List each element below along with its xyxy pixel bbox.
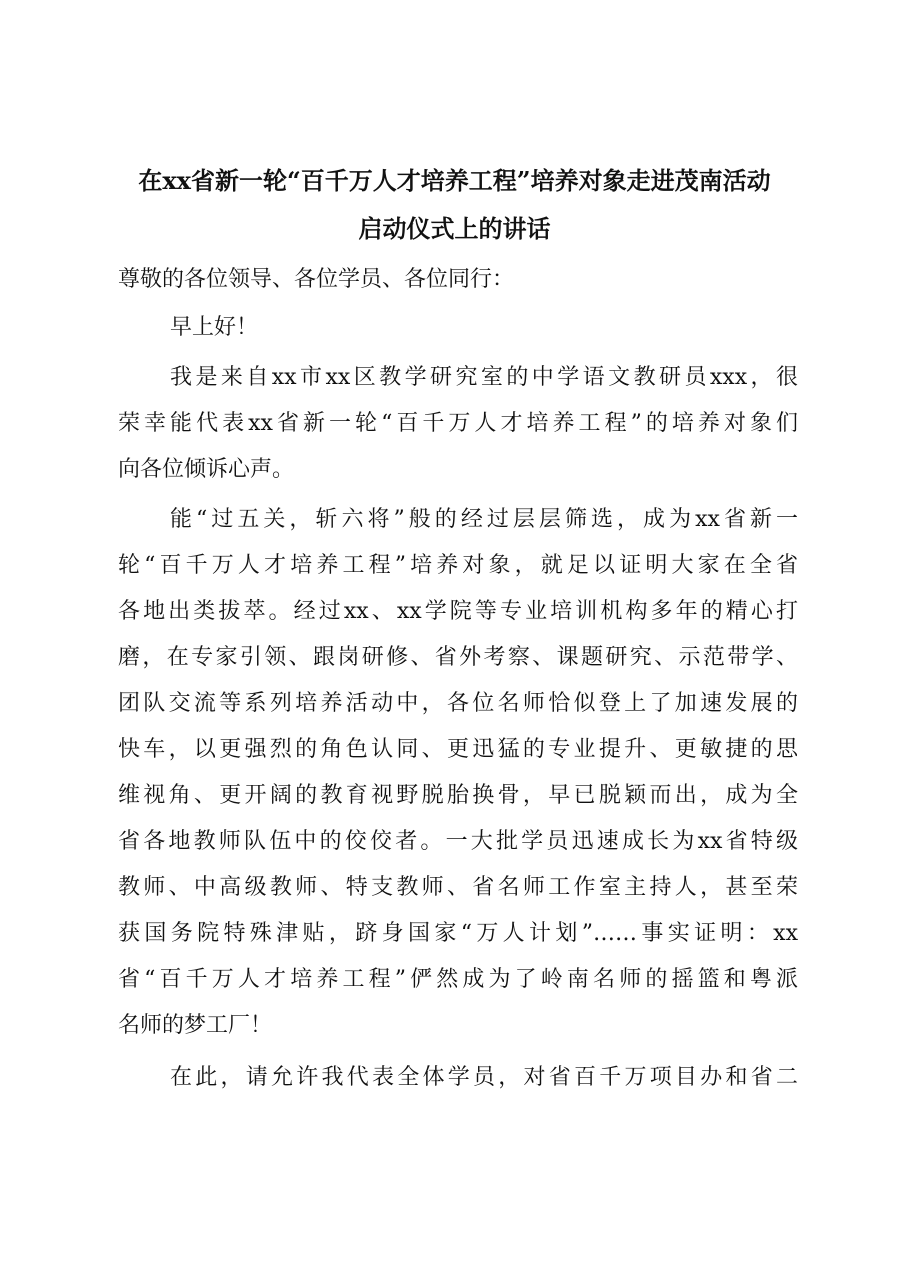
document-title-line-2: 启动仪式上的讲话	[358, 214, 551, 243]
paragraph-2-line: 省“百千万人才培养工程”俨然成为了岭南名师的摇篮和粤派	[118, 967, 798, 992]
document-title-line-1: 在xx省新一轮“百千万人才培养工程”培养对象走进茂南活动	[138, 166, 771, 195]
paragraph-2-line: 磨，在专家引领、跟岗研修、省外考察、课题研究、示范带学、	[118, 645, 798, 670]
paragraph-2-line: 教师、中高级教师、特支教师、省名师工作室主持人，甚至荣	[118, 875, 798, 900]
paragraph-2-line: 能“过五关，斩六将”般的经过层层筛选，成为xx省新一	[170, 507, 798, 532]
paragraph-2-line: 各地出类拔萃。经过xx、xx学院等专业培训机构多年的精心打	[118, 599, 798, 624]
salutation: 尊敬的各位领导、各位学员、各位同行：	[118, 267, 515, 292]
paragraph-2-line: 获国务院特殊津贴，跻身国家“万人计划”……事实证明：xx	[118, 921, 798, 946]
paragraph-1-line: 向各位倾诉心声。	[118, 457, 295, 482]
paragraph-2-line: 轮“百千万人才培养工程”培养对象，就足以证明大家在全省	[118, 553, 798, 578]
greeting: 早上好！	[170, 315, 259, 340]
paragraph-2-line: 快车，以更强烈的角色认同、更迅猛的专业提升、更敏捷的思	[118, 737, 798, 762]
paragraph-1-line: 我是来自xx市xx区教学研究室的中学语文教研员xxx，很	[170, 365, 798, 390]
paragraph-2-line: 维视角、更开阔的教育视野脱胎换骨，早已脱颖而出，成为全	[118, 783, 798, 808]
paragraph-2-line: 名师的梦工厂！	[118, 1013, 273, 1038]
paragraph-1-line: 荣幸能代表xx省新一轮“百千万人才培养工程”的培养对象们	[118, 411, 798, 436]
paragraph-3-line: 在此，请允许我代表全体学员，对省百千万项目办和省二	[170, 1065, 798, 1090]
paragraph-2-line: 团队交流等系列培养活动中，各位名师恰似登上了加速发展的	[118, 691, 798, 716]
paragraph-2-line: 省各地教师队伍中的佼佼者。一大批学员迅速成长为xx省特级	[118, 829, 798, 854]
